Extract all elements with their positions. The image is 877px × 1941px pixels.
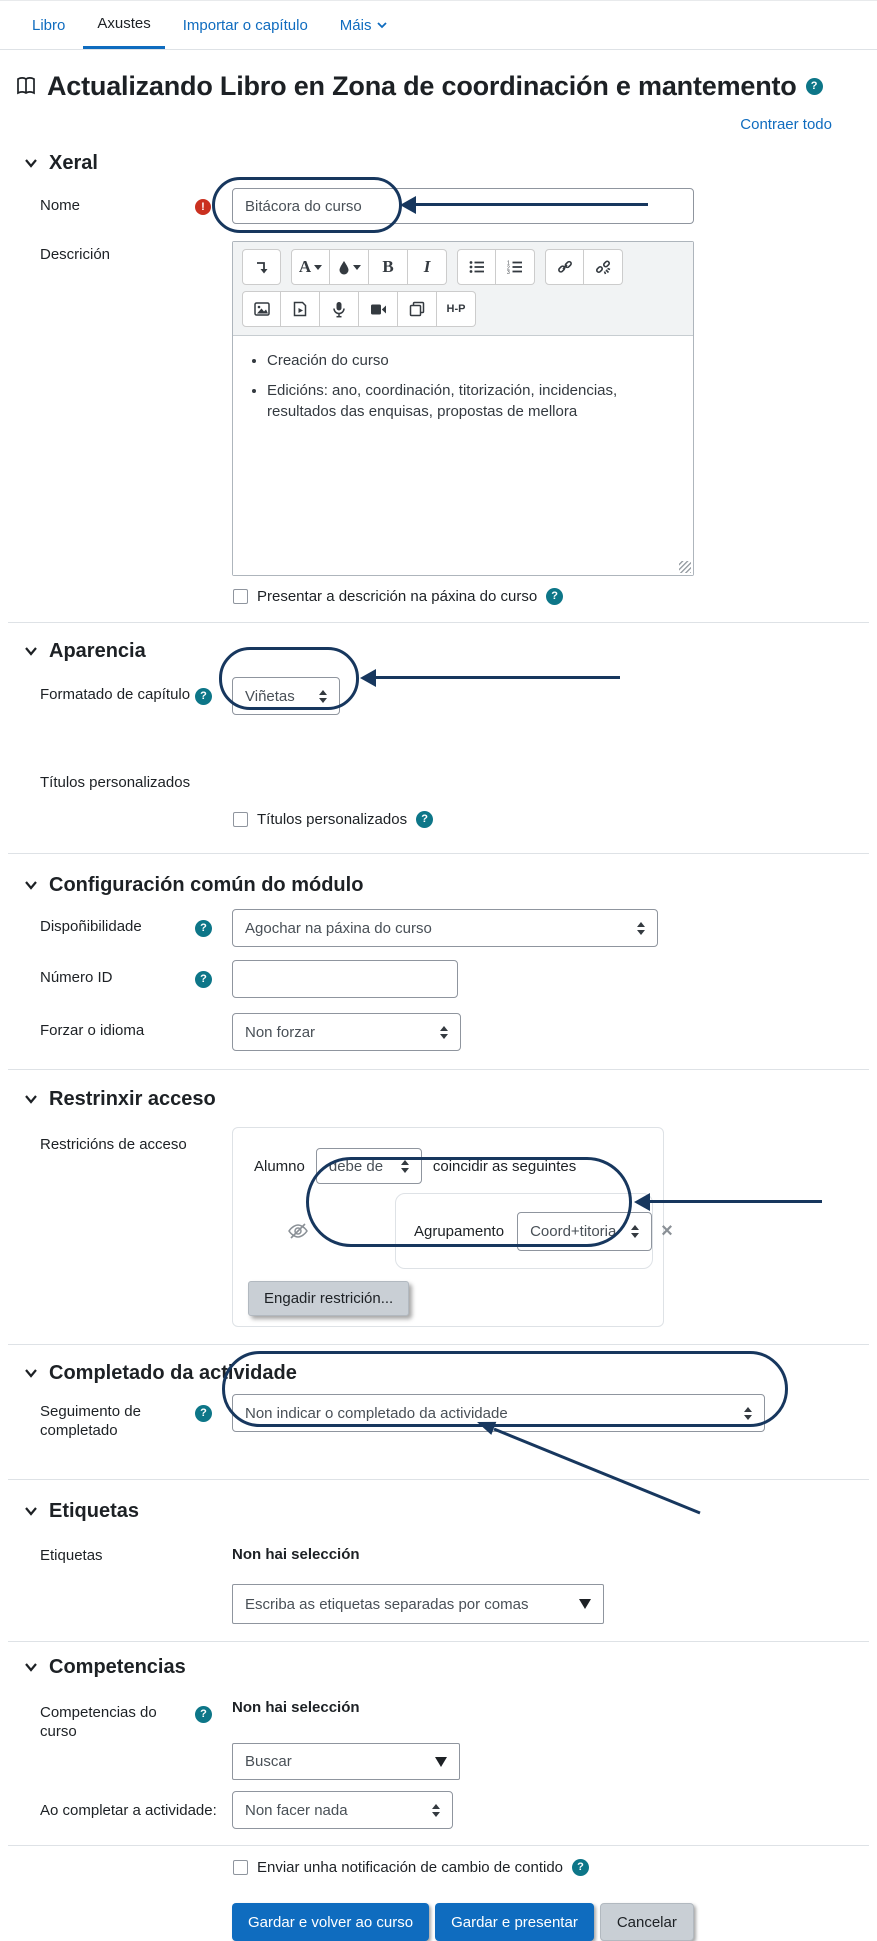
tab-axustes[interactable] xyxy=(83,1,164,49)
numero-id-label: Número ID xyxy=(40,969,113,986)
section-etiquetas[interactable] xyxy=(24,1496,877,1526)
disponibilidade-select[interactable] xyxy=(232,909,658,947)
help-icon[interactable]: ? xyxy=(806,78,823,95)
editor-bullet: • Creación do curso xyxy=(267,350,657,371)
restrictions-box xyxy=(232,1127,673,1327)
tab-libro-label: Libro xyxy=(32,16,66,34)
chevron-down-icon xyxy=(24,1366,38,1380)
updown-icon xyxy=(744,1407,752,1420)
tab-bar xyxy=(0,1,877,50)
section-competencias-heading: Competencias xyxy=(49,1655,186,1678)
help-icon[interactable]: ? xyxy=(416,811,433,828)
chevron-down-icon xyxy=(24,1092,38,1106)
tab-mais[interactable] xyxy=(326,1,402,49)
editor-toolbar xyxy=(233,242,693,336)
descricion-label: Descrición xyxy=(40,246,111,263)
collapse-all-link[interactable]: Contraer todo xyxy=(740,116,832,133)
disponibilidade-value: Agochar na páxina do curso xyxy=(245,919,432,937)
tab-importar-label: Importar o capítulo xyxy=(182,16,308,34)
ao-completar-label: Ao completar a actividade: xyxy=(40,1801,217,1819)
chevron-down-icon xyxy=(24,1504,38,1518)
book-icon xyxy=(14,74,38,98)
tab-axustes-label: Axustes xyxy=(97,15,151,32)
ao-completar-value: Non facer nada xyxy=(245,1801,348,1819)
etiquetas-combobox[interactable] xyxy=(232,1584,604,1624)
numero-id-input[interactable] xyxy=(232,960,458,998)
nome-input[interactable] xyxy=(232,188,694,224)
competencias-curso-label: Competencias do curso xyxy=(40,1704,157,1740)
agrupamento-value: Coord+titoria xyxy=(530,1222,617,1240)
divider xyxy=(8,1845,869,1846)
disponibilidade-label: Dispoñibilidade xyxy=(40,918,142,935)
restricions-row xyxy=(40,1127,877,1327)
help-icon[interactable]: ? xyxy=(195,971,212,988)
required-icon: ! xyxy=(195,199,211,215)
formatado-label: Formatado de capítulo xyxy=(40,686,191,703)
tab-mais-label: Máis xyxy=(339,16,372,34)
titulos-label: Títulos personalizados xyxy=(40,774,191,791)
show-description-row xyxy=(233,586,877,606)
formatado-select[interactable] xyxy=(232,677,340,715)
restricions-label: Restricións de acceso xyxy=(40,1136,187,1153)
buscar-combobox[interactable] xyxy=(232,1743,460,1780)
tab-importar-capitulo[interactable] xyxy=(169,1,322,49)
descricion-row xyxy=(40,241,877,576)
tab-libro[interactable] xyxy=(18,1,79,49)
idioma-row xyxy=(40,1013,877,1051)
page-title: Actualizando Libro en Zona de coordinación e mantemento xyxy=(47,70,797,101)
help-icon[interactable]: ? xyxy=(195,1405,212,1422)
formatado-row xyxy=(40,677,877,715)
updown-icon xyxy=(440,1026,448,1039)
updown-icon xyxy=(631,1225,639,1238)
idioma-label: Forzar o idioma xyxy=(40,1022,145,1039)
seguimento-label: Seguimento de completado xyxy=(40,1403,141,1439)
buscar-placeholder: Buscar xyxy=(245,1753,292,1770)
seguimento-row xyxy=(40,1394,877,1440)
ao-completar-row xyxy=(40,1791,877,1829)
numero-id-row xyxy=(40,960,877,998)
help-icon[interactable]: ? xyxy=(195,1706,212,1723)
titulos-checkbox-row xyxy=(233,809,877,829)
font-style-icon[interactable]: A xyxy=(291,249,330,285)
formatado-value: Viñetas xyxy=(245,687,295,705)
text-color-icon[interactable] xyxy=(330,249,369,285)
seguimento-value: Non indicar o completado da actividade xyxy=(245,1404,508,1422)
nome-row xyxy=(40,188,877,224)
dropdown-caret-icon xyxy=(435,1757,447,1767)
nome-label: Nome xyxy=(40,197,81,214)
eye-slash-icon xyxy=(287,1222,309,1240)
italic-icon[interactable]: I xyxy=(408,249,447,285)
save-return-button[interactable]: Gardar e volver ao curso xyxy=(232,1903,429,1941)
divider xyxy=(8,1069,869,1070)
help-icon[interactable]: ? xyxy=(546,588,563,605)
show-description-label: Presentar a descrición na páxina do curso xyxy=(257,587,538,605)
divider xyxy=(8,853,869,854)
agrupamento-select[interactable] xyxy=(517,1212,652,1251)
section-completado-heading: Completado da actividade xyxy=(49,1361,297,1384)
form-buttons xyxy=(232,1903,877,1941)
editor-bullet: • Edicións: ano, coordinación, titorización, incidencias, resultados das enquisas, propostas de mellora xyxy=(267,380,657,422)
section-xeral[interactable] xyxy=(24,148,877,178)
help-icon[interactable]: ? xyxy=(572,1859,589,1876)
chevron-down-icon xyxy=(24,156,38,170)
chevron-down-icon xyxy=(24,1660,38,1674)
section-restrinxir[interactable] xyxy=(24,1084,877,1114)
debe-de-select[interactable] xyxy=(316,1148,422,1184)
divider xyxy=(8,1479,869,1480)
section-config-heading: Configuración común do módulo xyxy=(49,873,364,896)
titulos-checkbox-label: Títulos personalizados xyxy=(257,810,408,828)
etiquetas-no-selection: Non hai selección xyxy=(232,1546,360,1563)
image-icon[interactable] xyxy=(242,291,281,327)
titulos-label-row xyxy=(40,765,877,792)
etiquetas-row xyxy=(40,1538,877,1565)
manage-files-icon[interactable] xyxy=(398,291,437,327)
unlink-icon[interactable] xyxy=(584,249,623,285)
idioma-select[interactable] xyxy=(232,1013,461,1051)
competencias-curso-row xyxy=(40,1695,877,1740)
titulos-checkbox[interactable] xyxy=(233,812,248,827)
h5p-icon[interactable]: H-P xyxy=(437,291,476,327)
section-aparencia[interactable] xyxy=(24,636,877,666)
section-restrinxir-heading: Restrinxir acceso xyxy=(49,1087,216,1110)
section-config[interactable] xyxy=(24,870,877,900)
media-icon[interactable] xyxy=(281,291,320,327)
etiquetas-placeholder: Escriba as etiquetas separadas por comas xyxy=(245,1595,529,1613)
chevron-down-icon xyxy=(24,644,38,658)
section-etiquetas-heading: Etiquetas xyxy=(49,1499,140,1522)
section-competencias[interactable] xyxy=(24,1652,877,1682)
notify-label: Enviar unha notificación de cambio de contido xyxy=(257,1858,564,1876)
updown-icon xyxy=(401,1160,409,1173)
divider xyxy=(8,622,869,623)
page-header xyxy=(14,68,877,104)
numbered-list-icon[interactable] xyxy=(496,249,535,285)
alumno-label: Alumno xyxy=(254,1157,305,1175)
show-description-checkbox[interactable] xyxy=(233,589,248,604)
cancel-button[interactable]: Cancelar xyxy=(600,1903,694,1941)
disponibilidade-row xyxy=(40,909,877,947)
record-audio-icon[interactable] xyxy=(320,291,359,327)
editor-content[interactable] xyxy=(233,350,693,575)
editor-resize-handle[interactable] xyxy=(679,561,691,573)
section-aparencia-heading: Aparencia xyxy=(49,639,146,662)
section-xeral-heading: Xeral xyxy=(49,151,98,174)
help-icon[interactable]: ? xyxy=(195,920,212,937)
record-video-icon[interactable] xyxy=(359,291,398,327)
competencias-no-selection: Non hai selección xyxy=(232,1699,360,1716)
chevron-down-icon xyxy=(377,20,387,30)
restriction-item-box xyxy=(395,1193,653,1269)
debe-de-value: debe de xyxy=(328,1157,384,1175)
svg-text:3: 3 xyxy=(507,270,510,276)
seguimento-select[interactable] xyxy=(232,1394,765,1432)
notify-checkbox[interactable] xyxy=(233,1860,248,1875)
idioma-value: Non forzar xyxy=(245,1023,316,1041)
ao-completar-select[interactable] xyxy=(232,1791,453,1829)
bullet-list-icon[interactable] xyxy=(457,249,496,285)
save-display-button[interactable]: Gardar e presentar xyxy=(435,1903,594,1941)
updown-icon xyxy=(432,1804,440,1817)
rich-text-editor xyxy=(232,241,694,576)
updown-icon xyxy=(637,922,645,935)
help-icon[interactable]: ? xyxy=(195,688,212,705)
etiquetas-label: Etiquetas xyxy=(40,1547,103,1564)
updown-icon xyxy=(319,690,327,703)
collapse-row xyxy=(0,116,832,134)
chevron-down-icon xyxy=(24,878,38,892)
divider xyxy=(8,1641,869,1642)
agrupamento-label: Agrupamento xyxy=(414,1222,505,1240)
notify-row xyxy=(233,1857,877,1877)
svg-text:1: 1 xyxy=(507,260,510,267)
bold-icon[interactable]: B xyxy=(369,249,408,285)
link-icon[interactable] xyxy=(545,249,584,285)
collapse-toolbar-icon[interactable] xyxy=(242,249,281,285)
coincidir-label: coincidir as seguintes xyxy=(432,1157,577,1175)
divider xyxy=(8,1344,869,1345)
engadir-restricion-button[interactable]: Engadir restrición... xyxy=(248,1281,409,1316)
section-completado[interactable] xyxy=(24,1358,877,1388)
svg-text:2: 2 xyxy=(507,265,510,272)
dropdown-caret-icon xyxy=(579,1599,591,1609)
remove-restriction-icon[interactable]: × xyxy=(661,1220,673,1242)
